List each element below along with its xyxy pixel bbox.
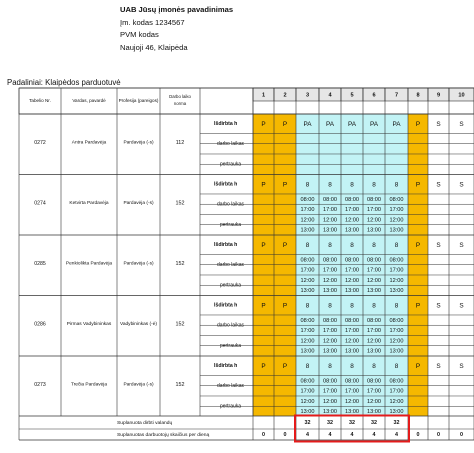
break-end: 13:00: [345, 348, 359, 355]
break-start: 12:00: [345, 338, 359, 345]
worked-value: 8: [350, 241, 354, 249]
work-end: 17:00: [345, 207, 359, 214]
break-end: 13:00: [323, 348, 337, 355]
break-start: 12:00: [345, 398, 359, 405]
worked-value: S: [436, 181, 441, 189]
day-column-2: [274, 114, 296, 416]
break-start: 12:00: [300, 398, 315, 405]
worked-value: 8: [328, 241, 332, 249]
work-end: 17:00: [367, 388, 381, 395]
row-label-work-time: darbo laikas: [217, 383, 244, 390]
break-end: 13:00: [389, 348, 404, 355]
row-label-worked: Išdirbta h: [214, 181, 238, 188]
worked-value: P: [261, 181, 266, 189]
employee-norm: 152: [175, 381, 185, 388]
employee-norm: 112: [175, 139, 185, 146]
work-end: 17:00: [300, 267, 315, 274]
summary-hours-value: 32: [393, 419, 400, 426]
row-label-break: pertrauka: [219, 403, 242, 410]
worked-value: P: [261, 302, 266, 310]
work-start: 08:00: [345, 378, 359, 385]
day-header: 8: [416, 92, 420, 99]
work-end: 17:00: [389, 388, 404, 395]
worked-value: P: [282, 181, 288, 189]
break-start: 12:00: [367, 277, 381, 284]
row-label-break: pertrauka: [219, 161, 242, 168]
worked-value: S: [436, 362, 441, 370]
day-header: 3: [305, 92, 310, 99]
company-code: Įm. kodas 1234567: [120, 17, 185, 27]
row-label-work-time: darbo laikas: [217, 322, 244, 329]
work-start: 08:00: [345, 317, 359, 324]
break-end: 13:00: [367, 227, 381, 234]
row-label-worked: Išdirbta h: [214, 121, 238, 128]
worked-value: S: [436, 120, 441, 128]
break-start: 12:00: [367, 217, 381, 224]
work-end: 17:00: [345, 388, 359, 395]
worked-value: S: [436, 302, 441, 310]
work-start: 08:00: [389, 257, 404, 264]
break-start: 12:00: [323, 217, 337, 224]
work-end: 17:00: [389, 267, 404, 274]
row-label-break: pertrauka: [219, 222, 242, 229]
company-address: Naujoji 46, Klaipėda: [120, 42, 188, 52]
worked-value: P: [415, 120, 421, 128]
worked-value: 8: [328, 181, 332, 189]
worked-value: PA: [325, 120, 335, 128]
summary-staff-value: 4: [328, 431, 332, 438]
worked-value: PA: [369, 120, 379, 128]
summary-staff-label: Suplanuotas darbuotojų skaičius per dieną: [117, 432, 210, 438]
worked-value: 8: [394, 362, 399, 370]
worked-value: 8: [394, 241, 399, 249]
worked-value: 8: [372, 362, 376, 370]
employee-norm: 152: [175, 321, 185, 328]
worked-value: P: [415, 302, 421, 310]
day-header: 2: [283, 92, 287, 99]
day-column-8: [408, 114, 428, 416]
work-start: 08:00: [367, 257, 381, 264]
break-start: 12:00: [345, 277, 359, 284]
work-end: 17:00: [389, 207, 404, 214]
work-start: 08:00: [367, 378, 381, 385]
work-start: 08:00: [323, 317, 337, 324]
summary-staff-value: 0: [460, 431, 463, 438]
employee-name: Trečia Pardavėja: [70, 382, 108, 388]
work-end: 17:00: [367, 267, 381, 274]
work-start: 08:00: [389, 378, 404, 385]
worked-value: P: [282, 120, 288, 128]
row-label-work-time: darbo laikas: [217, 141, 244, 148]
summary-staff-value: 0: [262, 431, 265, 438]
work-start: 08:00: [345, 196, 359, 203]
company-vat: PVM kodas: [120, 30, 159, 40]
worked-value: P: [261, 120, 266, 128]
worked-value: 8: [372, 241, 376, 249]
work-end: 17:00: [323, 207, 337, 214]
work-start: 08:00: [300, 196, 315, 203]
break-start: 12:00: [367, 338, 381, 345]
worked-value: P: [282, 362, 288, 370]
worked-value: 8: [350, 302, 354, 310]
summary-hours-value: 32: [349, 419, 355, 426]
work-end: 17:00: [323, 328, 337, 335]
work-end: 17:00: [300, 207, 315, 214]
header-tabelis: Tabelio Nr.: [29, 98, 51, 104]
work-end: 17:00: [389, 328, 404, 335]
worked-value: PA: [347, 120, 357, 128]
day-column-1: [253, 114, 274, 416]
day-column-7: [385, 114, 408, 416]
day-header: 7: [394, 92, 399, 99]
break-end: 13:00: [323, 288, 337, 295]
break-end: 13:00: [367, 348, 381, 355]
work-end: 17:00: [323, 267, 337, 274]
row-label-work-time: darbo laikas: [217, 262, 244, 269]
worked-value: P: [282, 241, 288, 249]
row-label-break: pertrauka: [219, 343, 242, 350]
summary-staff-value: 4: [395, 431, 398, 438]
work-start: 08:00: [367, 317, 381, 324]
worked-value: S: [459, 241, 464, 249]
worked-value: 8: [328, 362, 332, 370]
worked-value: 8: [394, 302, 399, 310]
summary-staff-value: 4: [372, 431, 376, 438]
break-start: 12:00: [389, 338, 404, 345]
employee-tabelis: 0286: [34, 321, 46, 328]
work-end: 17:00: [367, 207, 381, 214]
break-end: 13:00: [345, 227, 359, 234]
employee-name: Ketvirta Pardavėja: [69, 201, 109, 207]
break-end: 13:00: [323, 227, 337, 234]
employee-tabelis: 0285: [34, 260, 46, 267]
employee-name: Penkiolikta Pardavėja: [65, 261, 113, 267]
break-end: 13:00: [389, 288, 404, 295]
row-label-break: pertrauka: [219, 282, 242, 289]
break-start: 12:00: [300, 217, 315, 224]
worked-value: P: [415, 181, 421, 189]
work-start: 08:00: [300, 317, 315, 324]
worked-value: S: [436, 241, 441, 249]
worked-value: P: [415, 362, 421, 370]
work-start: 08:00: [323, 257, 337, 264]
worked-value: 8: [350, 362, 354, 370]
work-start: 08:00: [300, 378, 315, 385]
summary-hours-label: Suplanuota dirbti valandų: [117, 420, 173, 426]
summary-hours-value: 32: [304, 419, 311, 426]
break-end: 13:00: [300, 409, 315, 416]
worked-value: S: [459, 181, 464, 189]
worked-value: S: [459, 120, 464, 128]
row-label-work-time: darbo laikas: [217, 201, 244, 208]
worked-value: P: [415, 241, 421, 249]
work-start: 08:00: [389, 196, 404, 203]
employee-tabelis: 0272: [34, 139, 46, 146]
summary-hours-value: 32: [327, 419, 333, 426]
employee-name: Pirmas Vadybininkas: [66, 322, 112, 328]
worked-value: 8: [394, 181, 399, 189]
summary-staff-value: 0: [437, 431, 440, 438]
day-column-4: [319, 114, 341, 416]
break-start: 12:00: [300, 277, 315, 284]
break-end: 13:00: [300, 348, 315, 355]
worked-value: 8: [305, 241, 310, 249]
department-label: Padaliniai: Klaipėdos parduotuvė: [7, 78, 121, 87]
employee-tabelis: 0274: [34, 200, 46, 207]
break-end: 13:00: [367, 288, 381, 295]
break-start: 12:00: [323, 277, 337, 284]
break-end: 13:00: [367, 409, 381, 416]
break-start: 12:00: [345, 217, 359, 224]
worked-value: PA: [392, 120, 401, 128]
day-header: 9: [436, 92, 441, 99]
day-column-3: [296, 114, 319, 416]
employee-profession: Pardavėja (-s): [123, 382, 154, 388]
worked-value: P: [261, 362, 266, 370]
row-label-worked: Išdirbta h: [214, 302, 238, 309]
header-norm-line2: norma: [173, 101, 187, 107]
employee-norm: 152: [175, 260, 185, 267]
day-header: 5: [350, 92, 354, 99]
break-end: 13:00: [300, 288, 315, 295]
worked-value: P: [261, 241, 266, 249]
break-start: 12:00: [323, 338, 337, 345]
day-header: 4: [328, 92, 332, 99]
break-end: 13:00: [389, 227, 404, 234]
work-start: 08:00: [345, 257, 359, 264]
employee-profession: Pardavėja (-s): [123, 201, 154, 207]
employee-norm: 152: [175, 200, 185, 207]
break-start: 12:00: [367, 398, 381, 405]
break-end: 13:00: [300, 227, 315, 234]
row-label-worked: Išdirbta h: [214, 242, 238, 249]
break-end: 13:00: [323, 409, 337, 416]
work-start: 08:00: [323, 378, 337, 385]
employee-name: Antra Pardavėja: [71, 140, 107, 146]
break-start: 12:00: [389, 277, 404, 284]
company-name: UAB Jūsų įmonės pavadinimas: [120, 5, 234, 14]
employee-profession: Vadybininkas (-ė): [120, 322, 157, 328]
worked-value: PA: [303, 120, 312, 128]
header-norm-line1: Darbo laiko: [169, 94, 191, 100]
work-start: 08:00: [389, 317, 404, 324]
header-name: Vardas, pavardė: [72, 98, 106, 104]
break-end: 13:00: [345, 409, 359, 416]
worked-value: 8: [372, 181, 376, 189]
work-end: 17:00: [345, 328, 359, 335]
employee-profession: Pardavėja (-s): [123, 261, 154, 267]
header-profession: Profesija (pareigos): [118, 98, 159, 104]
summary-staff-value: 4: [306, 431, 309, 438]
employee-profession: Pardavėja (-s): [123, 140, 154, 146]
day-column-6: [363, 114, 385, 416]
work-end: 17:00: [300, 328, 315, 335]
work-end: 17:00: [300, 388, 315, 395]
worked-value: 8: [372, 302, 376, 310]
day-column-5: [341, 114, 363, 416]
work-end: 17:00: [345, 267, 359, 274]
work-end: 17:00: [367, 328, 381, 335]
break-start: 12:00: [389, 398, 404, 405]
break-start: 12:00: [389, 217, 404, 224]
work-end: 17:00: [323, 388, 337, 395]
employee-tabelis: 0273: [34, 381, 46, 388]
worked-value: 8: [305, 362, 310, 370]
day-header: 1: [261, 92, 266, 99]
work-start: 08:00: [300, 257, 315, 264]
worked-value: 8: [350, 181, 354, 189]
day-header: 6: [372, 92, 376, 99]
summary-hours-value: 32: [371, 419, 377, 426]
worked-value: S: [459, 362, 464, 370]
worked-value: 8: [305, 302, 310, 310]
break-end: 13:00: [345, 288, 359, 295]
worked-value: 8: [305, 181, 310, 189]
row-label-worked: Išdirbta h: [214, 363, 238, 370]
worked-value: S: [459, 302, 464, 310]
break-end: 13:00: [389, 409, 404, 416]
break-start: 12:00: [300, 338, 315, 345]
worked-value: P: [282, 302, 288, 310]
summary-staff-value: 4: [350, 431, 354, 438]
work-start: 08:00: [323, 196, 337, 203]
work-start: 08:00: [367, 196, 381, 203]
summary-staff-value: 0: [283, 431, 287, 438]
break-start: 12:00: [323, 398, 337, 405]
day-header: 10: [458, 92, 465, 99]
summary-staff-value: 0: [416, 431, 420, 438]
worked-value: 8: [328, 302, 332, 310]
